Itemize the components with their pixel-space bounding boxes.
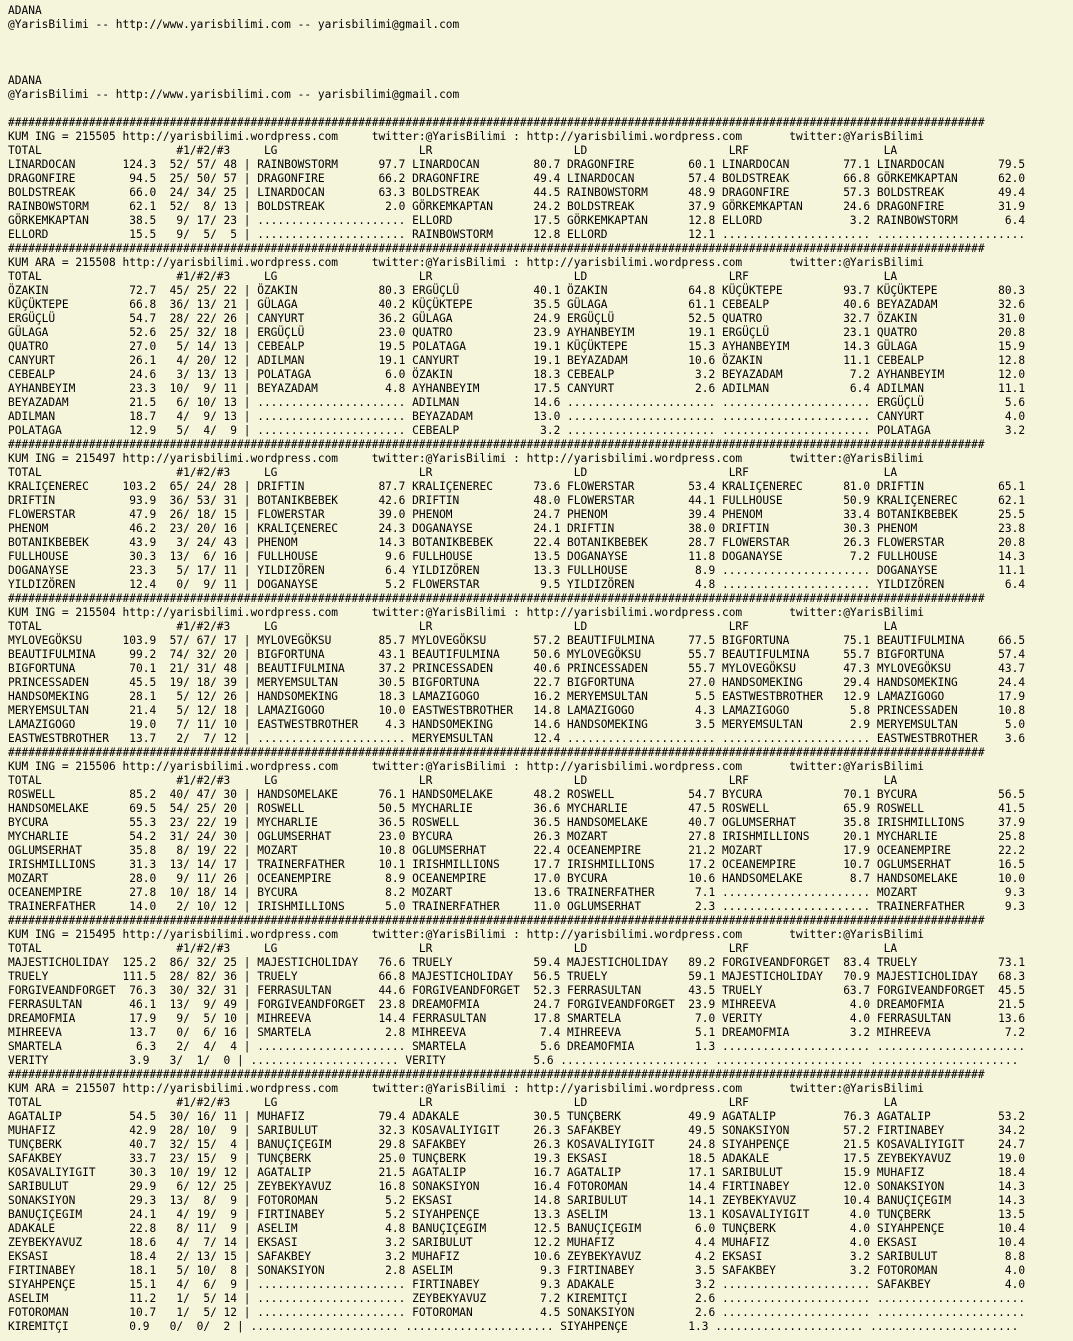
race-header-line: KUM ING = 215504 http://yarisbilimi.wordpress.com twitter:@YarisBilimi : http://yarisbilimi.wordpress.com twitter:@YarisBilimi <box>8 606 925 619</box>
blank-line <box>8 60 1073 74</box>
result-row: KRALIÇENEREC 103.2 65/ 24/ 28 | DRIFTIN 87.7 KRALIÇENEREC 73.6 FLOWERSTAR 53.4 KRALIÇENEREC 81.0 DRIFTIN 65.1 <box>8 480 1026 493</box>
result-row: BYCURA 55.3 23/ 22/ 19 | MYCHARLIE 36.5 ROSWELL 36.5 HANDSOMELAKE 40.7 OGLUMSERHAT 35.8 IRISHMILLIONS 37.9 <box>8 816 1026 829</box>
result-row: MIHREEVA 13.7 0/ 6/ 16 | SMARTELA 2.8 MIHREEVA 7.4 MIHREEVA 5.1 DREAMOFMIA 3.2 MIHREEVA 7.2 <box>8 1026 1026 1039</box>
result-row: BIGFORTUNA 70.1 21/ 31/ 48 | BEAUTIFULMINA 37.2 PRINCESSADEN 40.6 PRINCESSADEN 55.7 MYLOVEGÖKSU 47.3 MYLOVEGÖKSU 43.7 <box>8 662 1026 675</box>
result-row: OCEANEMPIRE 27.8 10/ 18/ 14 | BYCURA 8.2 MOZART 13.6 TRAINERFATHER 7.1 ...................... MOZART 9.3 <box>8 886 1026 899</box>
result-row: BOLDSTREAK 66.0 24/ 34/ 25 | LINARDOCAN 63.3 BOLDSTREAK 44.5 RAINBOWSTORM 48.9 DRAGONFIRE 57.3 BOLDSTREAK 49.4 <box>8 186 1026 199</box>
result-row: POLATAGA 12.9 5/ 4/ 9 | ...................... CEBEALP 3.2 ...................... ...................... POLATAGA 3.2 <box>8 424 1026 437</box>
column-header-line: TOTAL #1/#2/#3 LG LR LD LRF LA <box>8 466 898 479</box>
result-row: BOTANIKBEBEK 43.9 3/ 24/ 43 | PHENOM 14.3 BOTANIKBEBEK 22.4 BOTANIKBEBEK 28.7 FLOWERSTAR 26.3 FLOWERSTAR 20.8 <box>8 536 1026 549</box>
report-body <box>8 130 1073 1334</box>
result-row: VERITY 3.9 3/ 1/ 0 | ...................... VERITY 5.6 ...................... ...................... ...................... <box>8 1054 1019 1067</box>
result-row: ADAKALE 22.8 8/ 11/ 9 | ASELIM 4.8 BANUÇIÇEGIM 12.5 BANUÇIÇEGIM 6.0 TUNÇBERK 4.0 SIYAHPENÇE 10.4 <box>8 1222 1026 1235</box>
result-row: FLOWERSTAR 47.9 26/ 18/ 15 | FLOWERSTAR 39.0 PHENOM 24.7 PHENOM 39.4 PHENOM 33.4 BOTANIKBEBEK 25.5 <box>8 508 1026 521</box>
result-row: ELLORD 15.5 9/ 5/ 5 | ...................... RAINBOWSTORM 12.8 ELLORD 12.1 ...................... ...................... <box>8 228 1026 241</box>
result-row: TRAINERFATHER 14.0 2/ 10/ 12 | IRISHMILLIONS 5.0 TRAINERFATHER 11.0 OGLUMSERHAT 2.3 ...................... TRAINERFATHER 9.3 <box>8 900 1026 913</box>
race-header-line: KUM ING = 215495 http://yarisbilimi.wordpress.com twitter:@YarisBilimi : http://yarisbilimi.wordpress.com twitter:@YarisBilimi <box>8 928 925 941</box>
result-row: DRIFTIN 93.9 36/ 53/ 31 | BOTANIKBEBEK 42.6 DRIFTIN 48.0 FLOWERSTAR 44.1 FULLHOUSE 50.9 KRALIÇENEREC 62.1 <box>8 494 1026 507</box>
result-row: RAINBOWSTORM 62.1 52/ 8/ 13 | BOLDSTREAK 2.0 GÖRKEMKAPTAN 24.2 BOLDSTREAK 37.9 GÖRKEMKAPTAN 24.6 DRAGONFIRE 31.9 <box>8 200 1026 213</box>
result-row: FORGIVEANDFORGET 76.3 30/ 32/ 31 | FERRASULTAN 44.6 FORGIVEANDFORGET 52.3 FERRASULTAN 43.5 TRUELY 63.7 FORGIVEANDFORGET 45.5 <box>8 984 1026 997</box>
city-title: ADANA <box>8 4 42 17</box>
result-row: ROSWELL 85.2 40/ 47/ 30 | HANDSOMELAKE 76.1 HANDSOMELAKE 48.2 ROSWELL 54.7 BYCURA 70.1 BYCURA 56.5 <box>8 788 1026 801</box>
result-row: AYHANBEYIM 23.3 10/ 9/ 11 | BEYAZADAM 4.8 AYHANBEYIM 17.5 CANYURT 2.6 ADILMAN 6.4 ADILMAN 11.1 <box>8 382 1026 395</box>
section-separator: ################################################################################################################################################# <box>8 1068 985 1081</box>
result-row: IRISHMILLIONS 31.3 13/ 14/ 17 | TRAINERFATHER 10.1 IRISHMILLIONS 17.7 IRISHMILLIONS 17.2 OCEANEMPIRE 10.7 OGLUMSERHAT 16.5 <box>8 858 1026 871</box>
result-row: MOZART 28.0 9/ 11/ 26 | OCEANEMPIRE 8.9 OCEANEMPIRE 17.0 BYCURA 10.6 HANDSOMELAKE 8.7 HANDSOMELAKE 10.0 <box>8 872 1026 885</box>
column-header-line: TOTAL #1/#2/#3 LG LR LD LRF LA <box>8 774 898 787</box>
report-top-separator: ################################################################################################################################################# <box>8 116 985 129</box>
result-row: FOTOROMAN 10.7 1/ 5/ 12 | ...................... FOTOROMAN 4.5 SONAKSIYON 2.6 ...................... ...................... <box>8 1306 1026 1319</box>
result-row: EASTWESTBROTHER 13.7 2/ 7/ 12 | ...................... MERYEMSULTAN 12.4 ...................... ...................... EASTWESTBROTHER 3.6 <box>8 732 1026 745</box>
blank-line <box>8 46 1073 60</box>
result-row: QUATRO 27.0 5/ 14/ 13 | CEBEALP 19.5 POLATAGA 19.1 KÜÇÜKTEPE 15.3 AYHANBEYIM 14.3 GÜLAGA 15.9 <box>8 340 1026 353</box>
result-row: BEAUTIFULMINA 99.2 74/ 32/ 20 | BIGFORTUNA 43.1 BEAUTIFULMINA 50.6 MYLOVEGÖKSU 55.7 BEAUTIFULMINA 55.7 BIGFORTUNA 57.4 <box>8 648 1026 661</box>
result-row: GÜLAGA 52.6 25/ 32/ 18 | ERGÜÇLÜ 23.0 QUATRO 23.9 AYHANBEYIM 19.1 ERGÜÇLÜ 23.1 QUATRO 20.8 <box>8 326 1026 339</box>
result-row: LINARDOCAN 124.3 52/ 57/ 48 | RAINBOWSTORM 97.7 LINARDOCAN 80.7 DRAGONFIRE 60.1 LINARDOCAN 77.1 LINARDOCAN 79.5 <box>8 158 1026 171</box>
section-separator: ################################################################################################################################################# <box>8 242 985 255</box>
race-header-line: KUM ING = 215497 http://yarisbilimi.wordpress.com twitter:@YarisBilimi : http://yarisbilimi.wordpress.com twitter:@YarisBilimi <box>8 452 925 465</box>
result-row: FERRASULTAN 46.1 13/ 9/ 49 | FORGIVEANDFORGET 23.8 DREAMOFMIA 24.7 FORGIVEANDFORGET 23.9 MIHREEVA 4.0 DREAMOFMIA 21.5 <box>8 998 1026 1011</box>
result-row: ASELIM 11.2 1/ 5/ 14 | ...................... ZEYBEKYAVUZ 7.2 KIREMITÇI 2.6 ...................... ...................... <box>8 1292 1026 1305</box>
result-row: KOSAVALIYIGIT 30.3 10/ 19/ 12 | AGATALIP 21.5 AGATALIP 16.7 AGATALIP 17.1 SARIBULUT 15.9 MUHAFIZ 18.4 <box>8 1166 1026 1179</box>
result-row: DOGANAYSE 23.3 5/ 17/ 11 | YILDIZÖREN 6.4 YILDIZÖREN 13.3 FULLHOUSE 8.9 ...................... DOGANAYSE 11.1 <box>8 564 1026 577</box>
result-row: HANDSOMELAKE 69.5 54/ 25/ 20 | ROSWELL 50.5 MYCHARLIE 36.6 MYCHARLIE 47.5 ROSWELL 65.9 ROSWELL 41.5 <box>8 802 1026 815</box>
result-row: MYCHARLIE 54.2 31/ 24/ 30 | OGLUMSERHAT 23.0 BYCURA 26.3 MOZART 27.8 IRISHMILLIONS 20.1 MYCHARLIE 25.8 <box>8 830 1026 843</box>
result-row: BEYAZADAM 21.5 6/ 10/ 13 | ...................... ADILMAN 14.6 ...................... ...................... ERGÜÇLÜ 5.6 <box>8 396 1026 409</box>
result-row: FIRTINABEY 18.1 5/ 10/ 8 | SONAKSIYON 2.8 ASELIM 9.3 FIRTINABEY 3.5 SAFAKBEY 3.2 FOTOROMAN 4.0 <box>8 1264 1026 1277</box>
result-row: SMARTELA 6.3 2/ 4/ 4 | ...................... SMARTELA 5.6 DREAMOFMIA 1.3 ...................... ...................... <box>8 1040 1026 1053</box>
result-row: TUNÇBERK 40.7 32/ 15/ 4 | BANUÇIÇEGIM 29.8 SAFAKBEY 26.3 KOSAVALIYIGIT 24.8 SIYAHPENÇE 21.5 KOSAVALIYIGIT 24.7 <box>8 1138 1026 1151</box>
race-header-line: KUM ARA = 215508 http://yarisbilimi.wordpress.com twitter:@YarisBilimi : http://yarisbilimi.wordpress.com twitter:@YarisBilimi <box>8 256 925 269</box>
race-header-line: KUM ING = 215506 http://yarisbilimi.wordpress.com twitter:@YarisBilimi : http://yarisbilimi.wordpress.com twitter:@YarisBilimi <box>8 760 925 773</box>
result-row: ÖZAKIN 72.7 45/ 25/ 22 | ÖZAKIN 80.3 ERGÜÇLÜ 40.1 ÖZAKIN 64.8 KÜÇÜKTEPE 93.7 KÜÇÜKTEPE 80.3 <box>8 284 1026 297</box>
result-row: SONAKSIYON 29.3 13/ 8/ 9 | FOTOROMAN 5.2 EKSASI 14.8 SARIBULUT 14.1 ZEYBEKYAVUZ 10.4 BANUÇIÇEGIM 14.3 <box>8 1194 1026 1207</box>
section-separator: ################################################################################################################################################# <box>8 914 985 927</box>
result-row: OGLUMSERHAT 35.8 8/ 19/ 22 | MOZART 10.8 OGLUMSERHAT 22.4 OCEANEMPIRE 21.2 MOZART 17.9 OCEANEMPIRE 22.2 <box>8 844 1026 857</box>
result-row: GÖRKEMKAPTAN 38.5 9/ 17/ 23 | ...................... ELLORD 17.5 GÖRKEMKAPTAN 12.8 ELLORD 3.2 RAINBOWSTORM 6.4 <box>8 214 1026 227</box>
result-row: EKSASI 18.4 2/ 13/ 15 | SAFAKBEY 3.2 MUHAFIZ 10.6 ZEYBEKYAVUZ 4.2 EKSASI 3.2 SARIBULUT 8.8 <box>8 1250 1026 1263</box>
result-row: SIYAHPENÇE 15.1 4/ 6/ 9 | ...................... FIRTINABEY 9.3 ADAKALE 3.2 ...................... SAFAKBEY 4.0 <box>8 1278 1026 1291</box>
column-header-line: TOTAL #1/#2/#3 LG LR LD LRF LA <box>8 620 898 633</box>
result-row: ADILMAN 18.7 4/ 9/ 13 | ...................... BEYAZADAM 13.0 ...................... ...................... CANYURT 4.0 <box>8 410 1026 423</box>
result-row: KIREMITÇI 0.9 0/ 0/ 2 | ...................... ...................... SIYAHPENÇE 1.3 ...................... ...................... <box>8 1320 1019 1333</box>
result-row: AGATALIP 54.5 30/ 16/ 11 | MUHAFIZ 79.4 ADAKALE 30.5 TUNÇBERK 49.9 AGATALIP 76.3 AGATALIP 53.2 <box>8 1110 1026 1123</box>
result-row: KÜÇÜKTEPE 66.8 36/ 13/ 21 | GÜLAGA 40.2 KÜÇÜKTEPE 35.5 GÜLAGA 61.1 CEBEALP 40.6 BEYAZADAM 32.6 <box>8 298 1026 311</box>
column-header-line: TOTAL #1/#2/#3 LG LR LD LRF LA <box>8 270 898 283</box>
result-row: PRINCESSADEN 45.5 19/ 18/ 39 | MERYEMSULTAN 30.5 BIGFORTUNA 22.7 BIGFORTUNA 27.0 HANDSOMEKING 29.4 HANDSOMEKING 24.4 <box>8 676 1026 689</box>
result-row: MUHAFIZ 42.9 28/ 10/ 9 | SARIBULUT 32.3 KOSAVALIYIGIT 26.3 SAFAKBEY 49.5 SONAKSIYON 57.2 FIRTINABEY 34.2 <box>8 1124 1026 1137</box>
result-row: DRAGONFIRE 94.5 25/ 50/ 57 | DRAGONFIRE 66.2 DRAGONFIRE 49.4 LINARDOCAN 57.4 BOLDSTREAK 66.8 GÖRKEMKAPTAN 62.0 <box>8 172 1026 185</box>
result-row: MYLOVEGÖKSU 103.9 57/ 67/ 17 | MYLOVEGÖKSU 85.7 MYLOVEGÖKSU 57.2 BEAUTIFULMINA 77.5 BIGFORTUNA 75.1 BEAUTIFULMINA 66.5 <box>8 634 1026 647</box>
section-separator: ################################################################################################################################################# <box>8 438 985 451</box>
result-row: CEBEALP 24.6 3/ 13/ 13 | POLATAGA 6.0 ÖZAKIN 18.3 CEBEALP 3.2 BEYAZADAM 7.2 AYHANBEYIM 12.0 <box>8 368 1026 381</box>
contact-line-repeat: @YarisBilimi -- http://www.yarisbilimi.com -- yarisbilimi@gmail.com <box>8 88 460 101</box>
blank-line <box>8 32 1073 46</box>
race-header-line: KUM ING = 215505 http://yarisbilimi.wordpress.com twitter:@YarisBilimi : http://yarisbilimi.wordpress.com twitter:@YarisBilimi <box>8 130 925 143</box>
column-header-line: TOTAL #1/#2/#3 LG LR LD LRF LA <box>8 1096 898 1109</box>
blank-line <box>8 102 1073 116</box>
result-row: LAMAZIGOGO 19.0 7/ 11/ 10 | EASTWESTBROTHER 4.3 HANDSOMEKING 14.6 HANDSOMEKING 3.5 MERYEMSULTAN 2.9 MERYEMSULTAN 5.0 <box>8 718 1026 731</box>
result-row: MAJESTICHOLIDAY 125.2 86/ 32/ 25 | MAJESTICHOLIDAY 76.6 TRUELY 59.4 MAJESTICHOLIDAY 89.2 FORGIVEANDFORGET 83.4 TRUELY 73.1 <box>8 956 1026 969</box>
result-row: HANDSOMEKING 28.1 5/ 12/ 26 | HANDSOMEKING 18.3 LAMAZIGOGO 16.2 MERYEMSULTAN 5.5 EASTWESTBROTHER 12.9 LAMAZIGOGO 17.9 <box>8 690 1026 703</box>
result-row: SAFAKBEY 33.7 23/ 15/ 9 | TUNÇBERK 25.0 TUNÇBERK 19.3 EKSASI 18.5 ADAKALE 17.5 ZEYBEKYAVUZ 19.0 <box>8 1152 1026 1165</box>
result-row: CANYURT 26.1 4/ 20/ 12 | ADILMAN 19.1 CANYURT 19.1 BEYAZADAM 10.6 ÖZAKIN 11.1 CEBEALP 12.8 <box>8 354 1026 367</box>
result-row: SARIBULUT 29.9 6/ 12/ 25 | ZEYBEKYAVUZ 16.8 SONAKSIYON 16.4 FOTOROMAN 14.4 FIRTINABEY 12.0 SONAKSIYON 14.3 <box>8 1180 1026 1193</box>
result-row: TRUELY 111.5 28/ 82/ 36 | TRUELY 66.8 MAJESTICHOLIDAY 56.5 TRUELY 59.1 MAJESTICHOLIDAY 70.9 MAJESTICHOLIDAY 68.3 <box>8 970 1026 983</box>
section-separator: ################################################################################################################################################# <box>8 746 985 759</box>
column-header-line: TOTAL #1/#2/#3 LG LR LD LRF LA <box>8 942 898 955</box>
result-row: DREAMOFMIA 17.9 9/ 5/ 10 | MIHREEVA 14.4 FERRASULTAN 17.8 SMARTELA 7.0 VERITY 4.0 FERRASULTAN 13.6 <box>8 1012 1026 1025</box>
result-row: FULLHOUSE 30.3 13/ 6/ 16 | FULLHOUSE 9.6 FULLHOUSE 13.5 DOGANAYSE 11.8 DOGANAYSE 7.2 FULLHOUSE 14.3 <box>8 550 1026 563</box>
city-title-repeat: ADANA <box>8 74 42 87</box>
contact-line: @YarisBilimi -- http://www.yarisbilimi.com -- yarisbilimi@gmail.com <box>8 18 460 31</box>
race-header-line: KUM ARA = 215507 http://yarisbilimi.wordpress.com twitter:@YarisBilimi : http://yarisbilimi.wordpress.com twitter:@YarisBilimi <box>8 1082 925 1095</box>
result-row: ERGÜÇLÜ 54.7 28/ 22/ 26 | CANYURT 36.2 GÜLAGA 24.9 ERGÜÇLÜ 52.5 QUATRO 32.7 ÖZAKIN 31.0 <box>8 312 1026 325</box>
result-row: PHENOM 46.2 23/ 20/ 16 | KRALIÇENEREC 24.3 DOGANAYSE 24.1 DRIFTIN 38.0 DRIFTIN 30.3 PHENOM 23.8 <box>8 522 1026 535</box>
result-row: YILDIZÖREN 12.4 0/ 9/ 11 | DOGANAYSE 5.2 FLOWERSTAR 9.5 YILDIZÖREN 4.8 ...................... YILDIZÖREN 6.4 <box>8 578 1026 591</box>
result-row: ZEYBEKYAVUZ 18.6 4/ 7/ 14 | EKSASI 3.2 SARIBULUT 12.2 MUHAFIZ 4.4 MUHAFIZ 4.0 EKSASI 10.4 <box>8 1236 1026 1249</box>
result-row: BANUÇIÇEGIM 24.1 4/ 19/ 9 | FIRTINABEY 5.2 SIYAHPENÇE 13.3 ASELIM 13.1 KOSAVALIYIGIT 4.0 TUNÇBERK 13.5 <box>8 1208 1026 1221</box>
section-separator: ################################################################################################################################################# <box>8 592 985 605</box>
result-row: MERYEMSULTAN 21.4 5/ 12/ 18 | LAMAZIGOGO 10.0 EASTWESTBROTHER 14.8 LAMAZIGOGO 4.3 LAMAZIGOGO 5.8 PRINCESSADEN 10.8 <box>8 704 1026 717</box>
column-header-line: TOTAL #1/#2/#3 LG LR LD LRF LA <box>8 144 898 157</box>
